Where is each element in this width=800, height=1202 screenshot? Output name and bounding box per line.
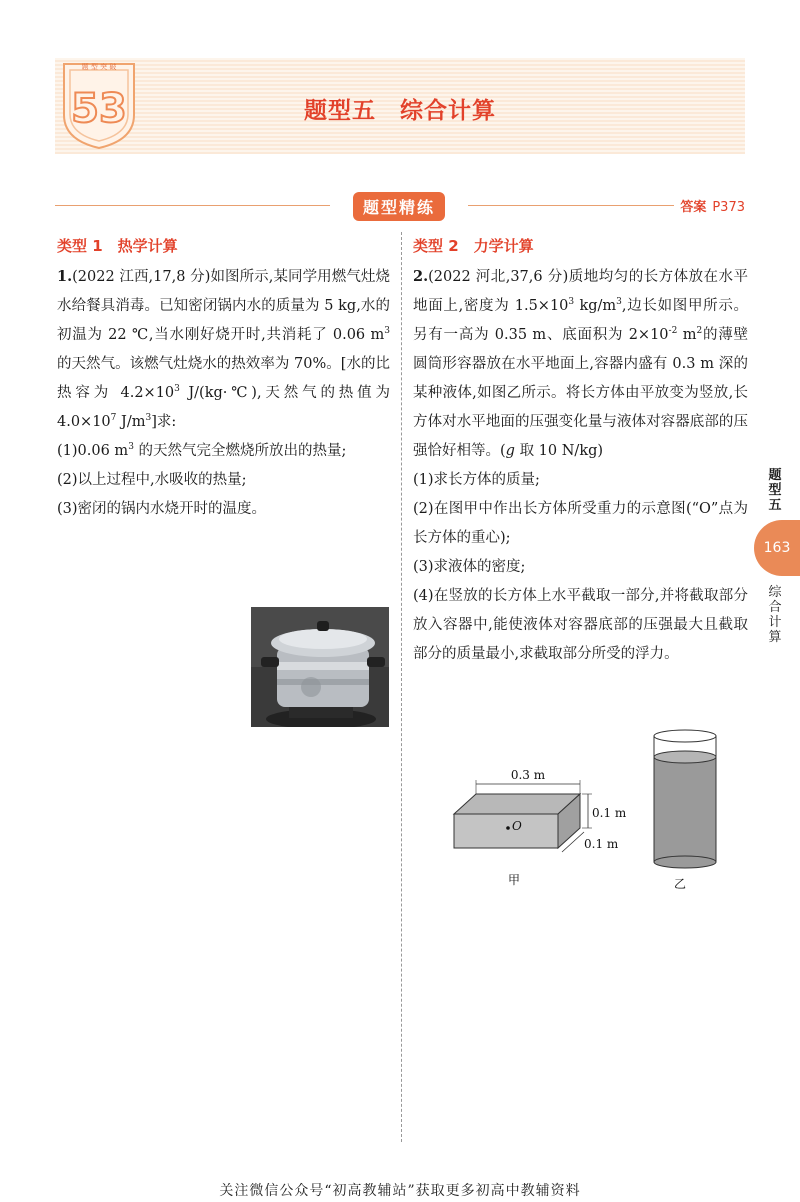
logo-top-text: 题 型 突 破 bbox=[81, 63, 117, 71]
question-1-1 bbox=[57, 437, 390, 466]
superscript: 3 bbox=[616, 297, 622, 308]
question-2-3: (3)求液体的密度; bbox=[413, 559, 526, 575]
superscript: 7 bbox=[110, 413, 117, 424]
footer-note: 关注微信公众号“初高教辅站”获取更多初高中教辅资料 bbox=[219, 1183, 581, 1199]
left-column bbox=[57, 232, 390, 524]
dimension-depth: 0.1 m bbox=[584, 837, 619, 851]
question-2-1: (1)求长方体的质量; bbox=[413, 472, 540, 488]
superscript: 3 bbox=[568, 297, 575, 308]
dimension-length: 0.3 m bbox=[510, 768, 546, 782]
superscript: 3 bbox=[145, 413, 152, 424]
superscript: 2 bbox=[696, 326, 703, 337]
side-chapter-label: 题型五 bbox=[768, 468, 782, 513]
question-1-3: (3)密闭的锅内水烧开时的温度。 bbox=[57, 501, 267, 517]
question-2-2: (2)在图甲中作出长方体所受重力的示意图(“O”点为长方体的重心); bbox=[413, 501, 748, 546]
center-label: O bbox=[512, 819, 522, 833]
problem-number: 1. bbox=[57, 268, 73, 285]
variable-g: g bbox=[505, 443, 515, 459]
type-heading-1: 类型 1 热学计算 bbox=[57, 237, 178, 255]
figure-b-label: 乙 bbox=[673, 877, 687, 891]
answer-page: P373 bbox=[712, 200, 745, 215]
problem-text: m bbox=[677, 327, 697, 343]
problem-1 bbox=[57, 262, 390, 437]
problem-text: (2022 河北,37,6 分)质地均匀的长方体放在水平地面上,密度为 1.5×10 bbox=[413, 269, 748, 314]
page-number-tab bbox=[754, 520, 800, 576]
superscript: 3 bbox=[128, 442, 134, 453]
figure-a-label: 甲 bbox=[507, 873, 521, 887]
problem-text: ]求: bbox=[151, 414, 177, 430]
answer-label: 答案 bbox=[680, 200, 707, 215]
section-banner-label: 题型精练 bbox=[353, 192, 445, 221]
stove-pot-photo bbox=[251, 607, 389, 727]
problem-text: (2022 江西,17,8 分)如图所示,某同学用燃气灶烧水给餐具消毒。已知密闭锅内水的质量为 5 kg,水的初温为 22 ℃,当水刚好烧开时,共消耗了 0.06 m bbox=[57, 269, 390, 343]
problem-number: 2. bbox=[413, 268, 429, 285]
right-column bbox=[413, 232, 748, 669]
superscript: 3 bbox=[174, 384, 180, 395]
page-number: 163 bbox=[763, 540, 791, 556]
figure-cuboid-and-cylinder bbox=[438, 722, 738, 902]
dimension-height: 0.1 m bbox=[592, 806, 627, 820]
section-banner bbox=[330, 191, 468, 221]
side-topic-label: 综合计算 bbox=[768, 585, 782, 645]
figure-b-cylinder bbox=[654, 730, 716, 891]
problem-text: kg/m bbox=[574, 298, 617, 314]
question-2-4: (4)在竖放的长方体上水平截取一部分,并将截取部分放入容器中,能使液体对容器底部的压强最大且截取部分的质量最小,求截取部分所受的浮力。 bbox=[413, 588, 748, 662]
question-text: 的天然气完全燃烧所放出的热量; bbox=[133, 443, 347, 459]
problem-text: J/(kg·℃),天然气的热值为 4.0×10 bbox=[57, 385, 390, 430]
problem-text: ,边长如图甲所示。另有一高为 0.35 m、底面积为 2×10 bbox=[413, 298, 749, 343]
question-1-2: (2)以上过程中,水吸收的热量; bbox=[57, 472, 247, 488]
answer-reference bbox=[674, 196, 745, 215]
question-text: (1)0.06 m bbox=[57, 443, 129, 459]
column-divider bbox=[401, 232, 402, 1142]
superscript: -2 bbox=[668, 326, 678, 337]
problem-text: 的薄壁圆筒形容器放在水平地面上,容器内盛有 0.3 m 深的某种液体,如图乙所示。将长方体由平放变为竖放,长方体对水平地面的压强变化量与液体对容器底部的压强恰好相等。( bbox=[413, 327, 749, 459]
figure-a-cuboid bbox=[454, 768, 627, 887]
logo-number: 53 bbox=[71, 86, 127, 132]
problem-text: 的天然气。该燃气灶烧水的热效率为 70%。[水的比热容为 4.2×10 bbox=[57, 356, 390, 401]
problem-text: 取 10 N/kg) bbox=[514, 443, 604, 459]
page-title: 题型五 综合计算 bbox=[304, 98, 496, 124]
superscript: 3 bbox=[384, 326, 390, 337]
type-heading-2: 类型 2 力学计算 bbox=[413, 237, 534, 255]
problem-text: J/m bbox=[116, 414, 146, 430]
problem-2 bbox=[413, 262, 748, 466]
